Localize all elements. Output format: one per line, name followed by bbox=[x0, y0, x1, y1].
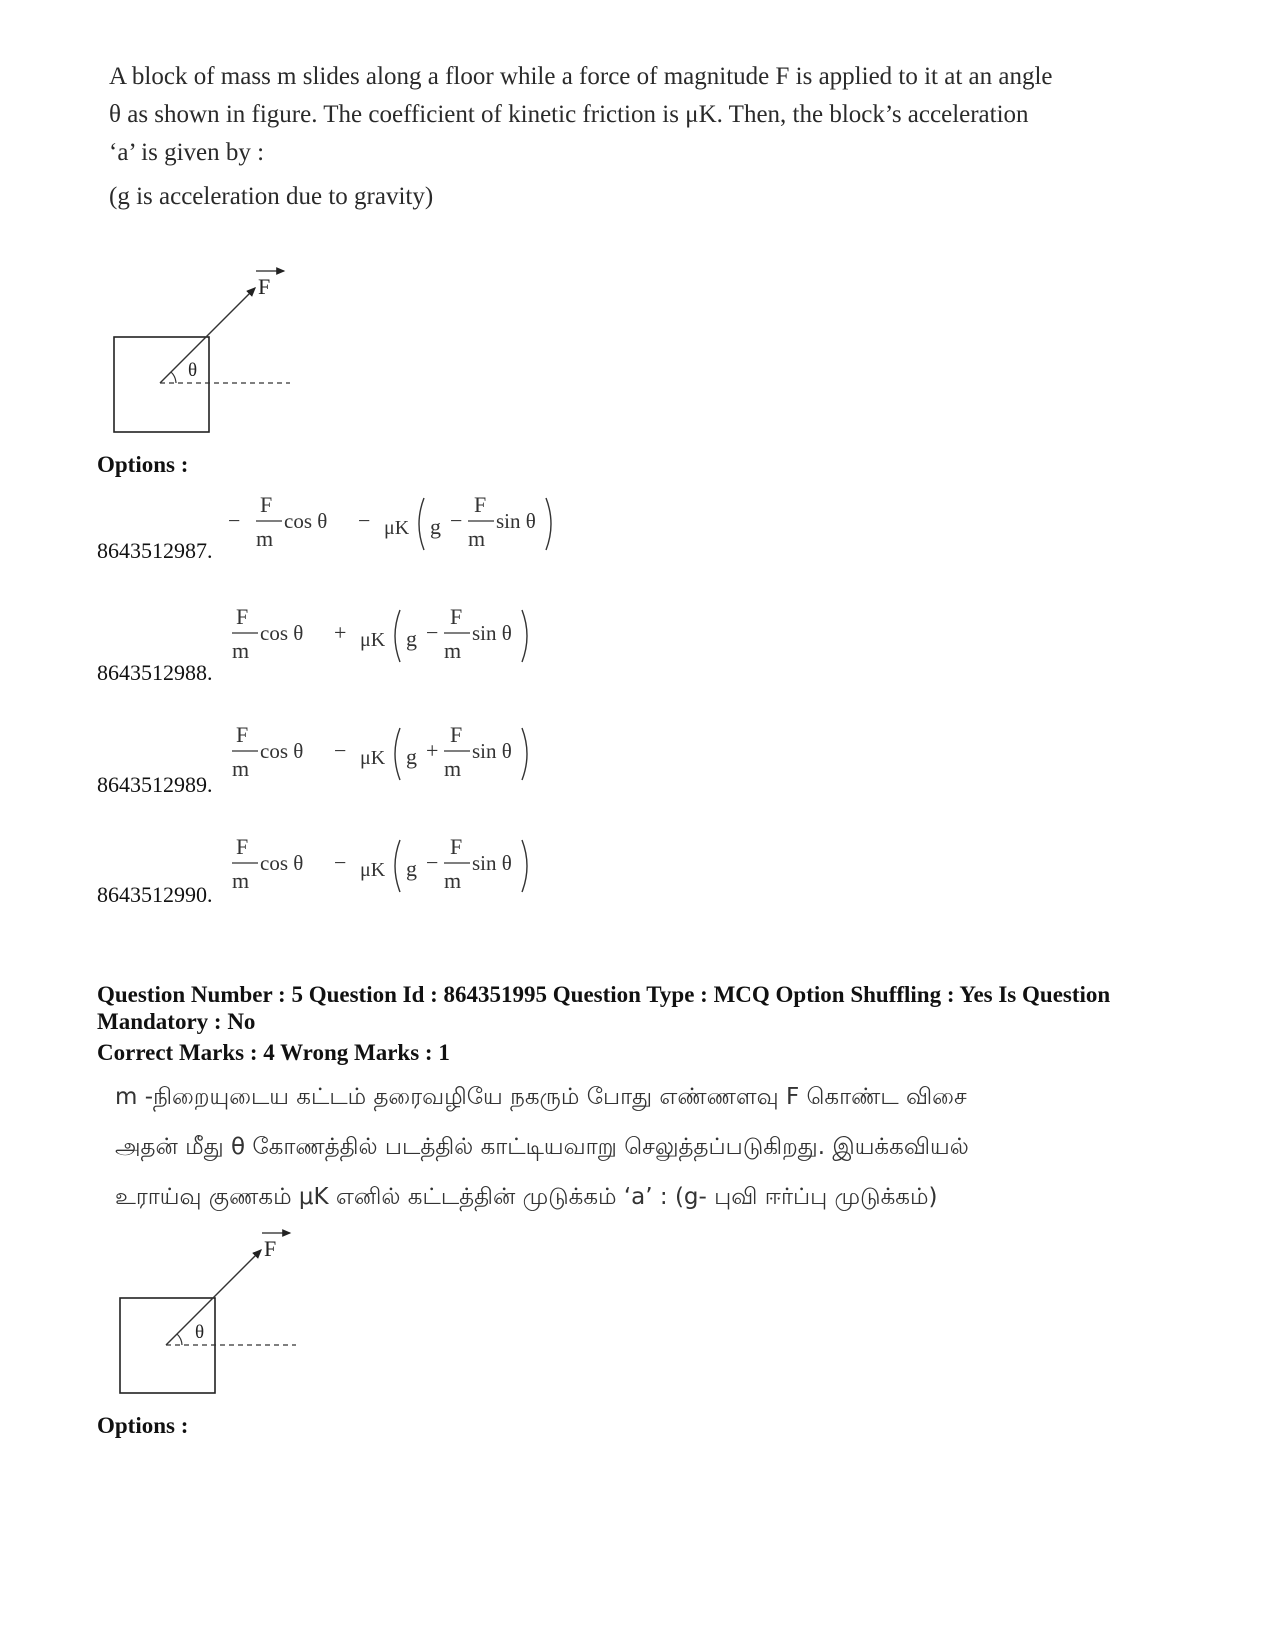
question-line: A block of mass m slides along a floor while a force of magnitude F is applied to it at an angle bbox=[109, 63, 1053, 90]
gravity-g: g bbox=[406, 626, 417, 651]
mu-k: μK bbox=[360, 859, 386, 881]
sin-term: sin θ bbox=[472, 739, 512, 763]
left-paren bbox=[395, 728, 400, 780]
question-header-line: Question Number : 5 Question Id : 864351995 Question Type : MCQ Option Shuffling : Yes Is Question bbox=[97, 982, 1111, 1007]
option-formula bbox=[222, 488, 582, 563]
options-label: Options : bbox=[97, 1413, 189, 1438]
fraction-denominator: m bbox=[444, 868, 462, 893]
option-id[interactable]: 8643512989. bbox=[97, 772, 213, 797]
cos-term: cos θ bbox=[260, 851, 304, 875]
force-arrow bbox=[160, 288, 255, 383]
mu-k: μK bbox=[384, 517, 410, 539]
fraction-numerator: F bbox=[236, 834, 249, 859]
block-force-figure bbox=[100, 255, 320, 440]
fraction-denominator: m bbox=[232, 756, 250, 781]
fraction-denominator: m bbox=[256, 526, 274, 551]
angle-label: θ bbox=[188, 360, 198, 381]
angle-arc bbox=[171, 372, 176, 383]
cos-term: cos θ bbox=[284, 509, 328, 533]
operator: + bbox=[334, 620, 347, 645]
left-paren bbox=[395, 610, 400, 662]
question-line: உராய்வு குணகம் μK எனில் கட்டத்தின் முடுக்கம் ‘a’ : (g- புவி ஈர்ப்பு முடுக்கம்) bbox=[115, 1184, 938, 1210]
cos-term: cos θ bbox=[260, 739, 304, 763]
angle-label: θ bbox=[195, 1322, 205, 1343]
fraction-numerator: F bbox=[236, 722, 249, 747]
operator: + bbox=[426, 738, 439, 763]
fraction-denominator: m bbox=[444, 756, 462, 781]
right-paren bbox=[546, 498, 551, 550]
question-text bbox=[109, 58, 1149, 172]
gravity-note: (g is acceleration due to gravity) bbox=[109, 183, 434, 210]
option-id[interactable]: 8643512990. bbox=[97, 882, 213, 907]
fraction-numerator: F bbox=[474, 492, 487, 517]
fraction-denominator: m bbox=[444, 638, 462, 663]
operator: − bbox=[358, 508, 371, 533]
fraction-numerator: F bbox=[236, 604, 249, 629]
question-line: m -நிறையுடைய கட்டம் தரைவழியே நகரும் போது எண்ணளவு F கொண்ட விசை bbox=[115, 1084, 967, 1110]
left-paren bbox=[395, 840, 400, 892]
operator: − bbox=[426, 850, 439, 875]
question-text-tamil bbox=[115, 1072, 1175, 1222]
sin-term: sin θ bbox=[472, 621, 512, 645]
option-formula bbox=[222, 718, 582, 793]
options-label: Options : bbox=[97, 452, 189, 477]
option-formula bbox=[222, 830, 582, 905]
operator: − bbox=[426, 620, 439, 645]
minus-sign: − bbox=[228, 508, 241, 533]
gravity-g: g bbox=[406, 856, 417, 881]
operator: − bbox=[334, 850, 347, 875]
sin-term: sin θ bbox=[472, 851, 512, 875]
fraction-numerator: F bbox=[450, 722, 463, 747]
fraction-denominator: m bbox=[468, 526, 486, 551]
gravity-g: g bbox=[430, 514, 441, 539]
marks-line: Correct Marks : 4 Wrong Marks : 1 bbox=[97, 1040, 450, 1065]
option-id[interactable]: 8643512988. bbox=[97, 660, 213, 685]
angle-arc bbox=[177, 1334, 182, 1345]
option-id[interactable]: 8643512987. bbox=[97, 538, 213, 563]
question-line: θ as shown in figure. The coefficient of kinetic friction is μK. Then, the block’s acceleration bbox=[109, 101, 1029, 128]
question-line: ‘a’ is given by : bbox=[109, 139, 265, 166]
sin-term: sin θ bbox=[496, 509, 536, 533]
gravity-g: g bbox=[406, 744, 417, 769]
right-paren bbox=[522, 840, 527, 892]
force-label: F bbox=[264, 1236, 277, 1261]
question-header-line: Mandatory : No bbox=[97, 1009, 256, 1034]
option-formula bbox=[222, 600, 582, 675]
question-line: அதன் மீது θ கோணத்தில் படத்தில் காட்டியவாறு செலுத்தப்படுகிறது. இயக்கவியல் bbox=[115, 1134, 969, 1160]
force-label: F bbox=[258, 274, 271, 299]
block-force-figure bbox=[106, 1218, 326, 1403]
fraction-numerator: F bbox=[450, 604, 463, 629]
block bbox=[114, 337, 209, 432]
mu-k: μK bbox=[360, 629, 386, 651]
right-paren bbox=[522, 728, 527, 780]
mu-k: μK bbox=[360, 747, 386, 769]
operator: − bbox=[334, 738, 347, 763]
left-paren bbox=[419, 498, 424, 550]
fraction-numerator: F bbox=[260, 492, 273, 517]
question-header bbox=[97, 981, 1197, 1035]
fraction-denominator: m bbox=[232, 638, 250, 663]
right-paren bbox=[522, 610, 527, 662]
fraction-numerator: F bbox=[450, 834, 463, 859]
cos-term: cos θ bbox=[260, 621, 304, 645]
operator: − bbox=[450, 508, 463, 533]
fraction-denominator: m bbox=[232, 868, 250, 893]
